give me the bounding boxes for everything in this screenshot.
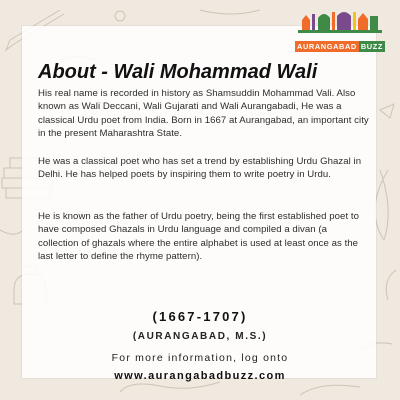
logo-text-buzz: BUZZ (360, 42, 383, 51)
city-skyline-logo-icon (298, 8, 382, 40)
logo-wordmark (292, 41, 388, 52)
birth-place: (AURANGABAD, M.S.) (132, 331, 268, 342)
website-link[interactable]: www.aurangabadbuzz.com (114, 370, 286, 382)
paragraph-ghazal: He was a classical poet who has set a trend by establishing Urdu Ghazal in Delhi. He has helped poets by inspiring them to write poetry in Urdu. (38, 156, 362, 181)
logo-text-aurangabad: AURANGABAD (297, 42, 357, 51)
paragraph-father-of-urdu-poetry: He is known as the father of Urdu poetry, being the first established poet to have composed Ghazals in Urdu language and compiled a divan (a collection of ghazals where the entire alphabet is used at least once as the last letter to define the rhyme pattern). (38, 211, 359, 263)
scroll-icon (120, 382, 360, 395)
more-info-text: For more information, log onto (111, 352, 289, 364)
feather-icon (375, 170, 396, 300)
paragraph-intro: His real name is recorded in history as Shamsuddin Mohammad Vali. Also known as Wali Deccani, Wali Gujarati and Wali Aurangabadi, He was a classical Urdu poet from India. Born in 1667 at Aurangabad, an important city in the present Maharashtra State. (38, 88, 369, 140)
aurangabad-buzz-logo[interactable] (292, 8, 388, 52)
page-title: About - Wali Mohammad Wali (38, 61, 318, 83)
life-years: (1667-1707) (152, 309, 248, 324)
